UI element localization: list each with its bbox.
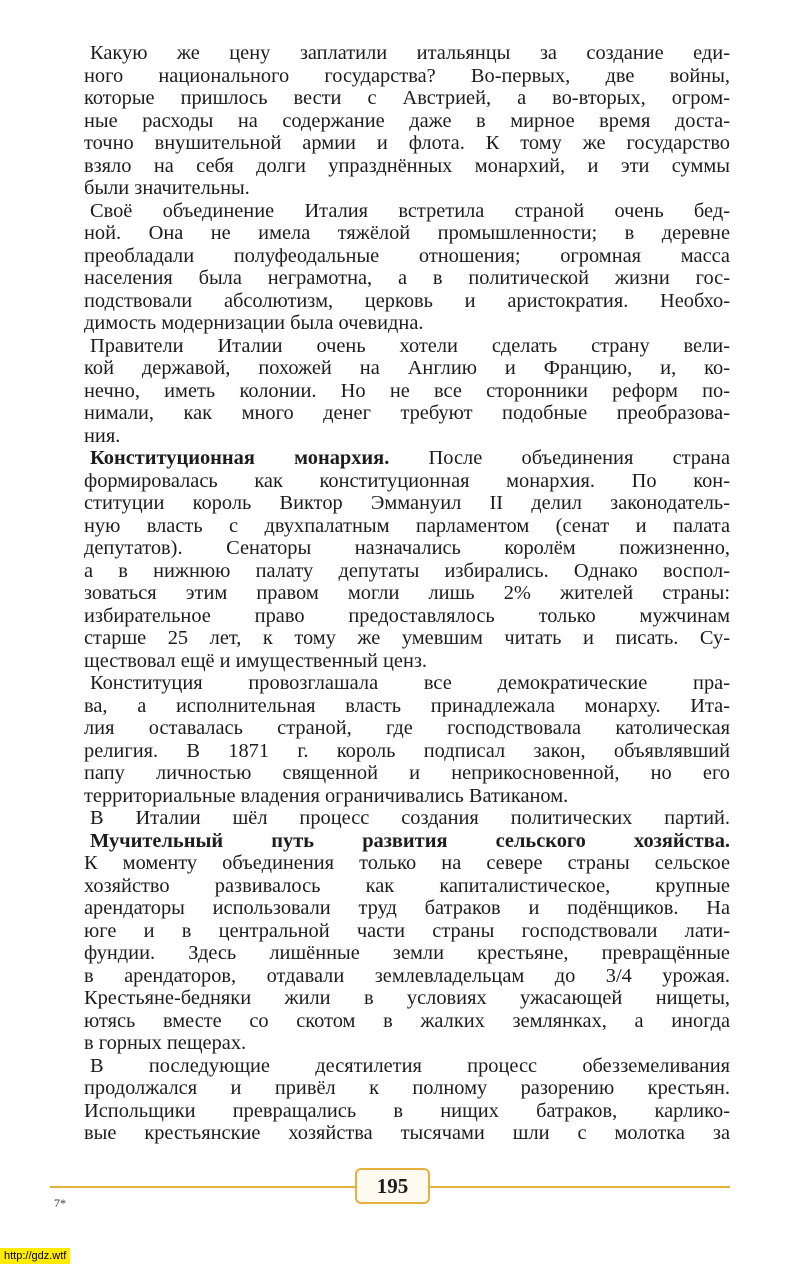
text-line: точно внушительной армии и флота. К тому же государство	[84, 132, 730, 154]
text-line: зоваться этим правом могли лишь 2% жителей страны:	[84, 582, 730, 604]
text-line: старше 25 лет, к тому же умевшим читать и писать. Су-	[84, 627, 730, 649]
text-line: населения была неграмотна, а в политической жизни гос-	[84, 267, 730, 289]
section-heading: Конституционная монархия.	[90, 447, 390, 469]
text-line: папу личностью священной и неприкосновенной, но его	[84, 762, 730, 784]
text-line: депутатов). Сенаторы назначались королём пожизненно,	[84, 537, 730, 559]
paragraph	[84, 672, 730, 807]
text-line: димость модернизации была очевидна.	[84, 312, 424, 334]
text-line: ния.	[84, 424, 121, 447]
paragraph	[84, 807, 730, 830]
text-line: ной. Она не имела тяжёлой промышленности; в деревне	[84, 222, 730, 244]
text-line: лия оставалась страной, где господствовала католическая	[84, 717, 730, 739]
paragraph	[84, 200, 730, 335]
paragraph	[84, 830, 730, 1055]
text-fragment: После объединения страна	[389, 447, 730, 469]
paragraph	[84, 447, 730, 672]
text-line: ществовал ещё и имущественный ценз.	[84, 649, 428, 672]
text-line: нечно, иметь колонии. Но не все сторонники реформ по-	[84, 379, 730, 402]
text-line: В Италии шёл процесс создания политических партий.	[90, 807, 730, 829]
text-line: религия. В 1871 г. король подписал закон, объявлявший	[84, 739, 730, 762]
text-line: продолжался и привёл к полному разорению крестьян.	[84, 1077, 730, 1099]
text-line: вые крестьянские хозяйства тысячами шли с молотка за	[84, 1122, 730, 1144]
text-line: ную власть с двухпалатным парламентом (сенат и палата	[84, 514, 730, 537]
text-line: Испольщики превращались в нищих батраков, карлико-	[84, 1099, 730, 1122]
text-column	[84, 42, 730, 1145]
text-line: а в нижнюю палату депутаты избирались. Однако воспол-	[84, 559, 730, 582]
page-number: 195	[355, 1168, 430, 1204]
text-line: фундии. Здесь лишённые земли крестьяне, превращённые	[84, 942, 730, 964]
text-line	[84, 447, 730, 470]
text-line: преобладали полуфеодальные отношения; огромная масса	[84, 244, 730, 267]
text-line: ные расходы на содержание даже в мирное время доста-	[84, 109, 730, 132]
text-line: в арендаторов, отдавали землевладельцам до 3/4 урожая.	[84, 964, 730, 987]
text-line: нимали, как много денег требуют подобные преобразова-	[84, 402, 730, 424]
text-line: Крестьяне-бедняки жили в условиях ужасающей нищеты,	[84, 987, 730, 1009]
text-line: ва, а исполнительная власть принадлежала монарху. Ита-	[84, 694, 730, 717]
text-line: Какую же цену заплатили итальянцы за создание еди-	[90, 42, 730, 64]
text-line: Своё объединение Италия встретила страной очень бед-	[90, 199, 730, 222]
text-line: В последующие десятилетия процесс обезземеливания	[90, 1054, 730, 1077]
paragraph	[84, 335, 730, 448]
text-line: подствовали абсолютизм, церковь и аристократия. Необхо-	[84, 289, 730, 312]
footer-rule-left	[50, 1186, 355, 1188]
text-line: ституции король Виктор Эммануил II делил законодатель-	[84, 492, 730, 514]
text-line: К моменту объединения только на севере страны сельское	[84, 852, 730, 874]
text-line: кой державой, похожей на Англию и Францию, и, ко-	[84, 357, 730, 379]
text-line: в горных пещерах.	[84, 1032, 247, 1054]
printer-signature-mark: 7*	[54, 1196, 66, 1210]
section-heading: Мучительный путь развития сельского хозяйства.	[90, 829, 730, 852]
text-line: Правители Италии очень хотели сделать страну вели-	[90, 334, 730, 357]
text-line: избирательное право предоставлялось только мужчинам	[84, 604, 730, 627]
text-line: арендаторы использовали труд батраков и подёнщиков. На	[84, 897, 730, 919]
text-line: Конституция провозглашала все демократические пра-	[90, 672, 730, 694]
text-line: формировалась как конституционная монархия. По кон-	[84, 469, 730, 492]
footer-rule-right	[430, 1186, 730, 1188]
text-line: были значительны.	[84, 177, 250, 199]
text-line: ного национального государства? Во-первых, две войны,	[84, 64, 730, 87]
paragraph	[84, 1055, 730, 1145]
text-line: территориальные владения ограничивались Ватиканом.	[84, 784, 569, 807]
text-line: которые пришлось вести с Австрией, а во-вторых, огром-	[84, 87, 730, 109]
text-line: ютясь вместе со скотом в жалких землянках, а иногда	[84, 1009, 730, 1032]
text-line: хозяйство развивалось как капиталистическое, крупные	[84, 874, 730, 897]
text-line: взяло на себя долги упразднённых монархий, и эти суммы	[84, 154, 730, 177]
watermark-link[interactable]: http://gdz.wtf	[0, 1248, 70, 1264]
paragraph	[84, 42, 730, 200]
text-line: юге и в центральной части страны господствовали лати-	[84, 919, 730, 942]
